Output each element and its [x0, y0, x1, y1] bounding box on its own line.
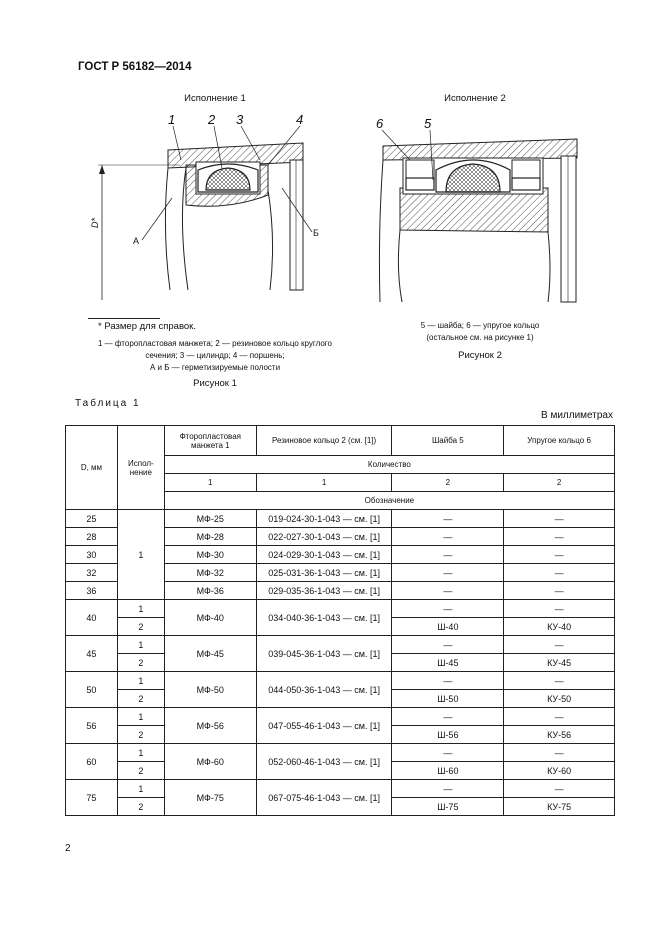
cell-cuff: МФ-36	[164, 582, 256, 600]
figure2-legend-line1: 5 — шайба; 6 — упругое кольцо	[420, 321, 540, 330]
cell-washer: Ш-50	[392, 690, 504, 708]
figure1-legend-line2: сечения; 3 — цилиндр; 4 — поршень;	[145, 351, 285, 360]
cell-cuff: МФ-30	[164, 546, 256, 564]
cell-ring: 067-075-46-1-043 — см. [1]	[256, 780, 392, 816]
cell-ring: 047-055-46-1-043 — см. [1]	[256, 708, 392, 744]
cell-d: 36	[66, 582, 118, 600]
cell-washer: —	[392, 528, 504, 546]
cell-washer: —	[392, 564, 504, 582]
cell-elastic: —	[504, 600, 615, 618]
cell-washer: —	[392, 546, 504, 564]
table-row	[66, 636, 615, 654]
cell-d: 75	[66, 780, 118, 816]
table-body	[66, 426, 615, 816]
cell-elastic: —	[504, 546, 615, 564]
cell-elastic: —	[504, 636, 615, 654]
cell-elastic: КУ-60	[504, 762, 615, 780]
cell-ring: 025-031-36-1-043 — см. [1]	[256, 564, 392, 582]
cell-d: 60	[66, 744, 118, 780]
cell-d: 56	[66, 708, 118, 744]
fig1-label-2: 2	[208, 112, 216, 127]
cell-variant: 1	[117, 744, 164, 762]
cell-washer: —	[392, 708, 504, 726]
figure2-caption: Рисунок 2	[458, 350, 502, 361]
cell-variant: 2	[117, 690, 164, 708]
cell-elastic: КУ-56	[504, 726, 615, 744]
figure1-title: Исполнение 1	[184, 93, 246, 104]
cell-washer: —	[392, 510, 504, 528]
cell-elastic: —	[504, 744, 615, 762]
cell-washer: —	[392, 744, 504, 762]
fig1-label-4: 4	[296, 112, 304, 127]
cell-variant: 1	[117, 600, 164, 618]
table-row	[66, 600, 615, 618]
cell-washer: Ш-45	[392, 654, 504, 672]
fig1-dimension-label: D*	[90, 217, 100, 228]
cell-elastic: —	[504, 780, 615, 798]
fig1-cavity-a: А	[133, 236, 140, 246]
cell-cuff: МФ-32	[164, 564, 256, 582]
header-designation: Обозначение	[164, 492, 614, 510]
header-d: D, мм	[66, 426, 118, 510]
header-quantity: Количество	[164, 456, 614, 474]
cell-washer: —	[392, 672, 504, 690]
technical-drawings	[0, 0, 661, 330]
cell-elastic: КУ-45	[504, 654, 615, 672]
cell-variant: 2	[117, 798, 164, 816]
figure2-legend	[395, 320, 565, 344]
footnote: * Размер для справок.	[98, 321, 196, 332]
cell-variant: 1	[117, 708, 164, 726]
header-elastic: Упругое кольцо 6	[504, 426, 615, 456]
page-number: 2	[65, 843, 71, 854]
cell-cuff: МФ-75	[164, 780, 256, 816]
fig1-label-1: 1	[168, 112, 176, 127]
cell-d: 40	[66, 600, 118, 636]
table-row	[66, 672, 615, 690]
cell-variant: 2	[117, 726, 164, 744]
fig2-label-5: 5	[424, 116, 432, 131]
table-row	[66, 780, 615, 798]
cell-cuff: МФ-25	[164, 510, 256, 528]
table-units: В миллиметрах	[541, 410, 613, 421]
cell-cuff: МФ-50	[164, 672, 256, 708]
fig1-cavity-b: Б	[313, 228, 319, 238]
cell-d: 50	[66, 672, 118, 708]
cell-washer: Ш-75	[392, 798, 504, 816]
header-cuff: Фторопластовая манжета 1	[164, 426, 256, 456]
cell-variant: 2	[117, 762, 164, 780]
cell-ring: 022-027-30-1-043 — см. [1]	[256, 528, 392, 546]
cell-elastic: —	[504, 564, 615, 582]
cell-washer: Ш-56	[392, 726, 504, 744]
cell-d: 32	[66, 564, 118, 582]
cell-ring: 052-060-46-1-043 — см. [1]	[256, 744, 392, 780]
cell-washer: —	[392, 600, 504, 618]
cell-elastic: КУ-50	[504, 690, 615, 708]
cell-elastic: —	[504, 708, 615, 726]
cell-d: 30	[66, 546, 118, 564]
cell-ring: 044-050-36-1-043 — см. [1]	[256, 672, 392, 708]
figure2-title: Исполнение 2	[444, 93, 506, 104]
table-row	[66, 708, 615, 726]
cell-washer: Ш-40	[392, 618, 504, 636]
cell-washer: Ш-60	[392, 762, 504, 780]
fig1-label-3: 3	[236, 112, 244, 127]
figure1-legend-line3: А и Б — герметизируемые полости	[149, 363, 281, 372]
cell-variant: 2	[117, 654, 164, 672]
figure2-drawing	[379, 130, 577, 302]
figure1-caption: Рисунок 1	[193, 378, 237, 389]
cell-variant: 1	[117, 636, 164, 654]
cell-elastic: —	[504, 510, 615, 528]
footnote-rule	[88, 318, 160, 319]
table-row	[66, 744, 615, 762]
cell-variant: 2	[117, 618, 164, 636]
cell-cuff: МФ-28	[164, 528, 256, 546]
table-row	[66, 510, 615, 528]
cell-cuff: МФ-45	[164, 636, 256, 672]
document-code: ГОСТ Р 56182—2014	[78, 61, 192, 73]
cell-elastic: КУ-40	[504, 618, 615, 636]
header-washer: Шайба 5	[392, 426, 504, 456]
header-variant: Испол-нение	[117, 426, 164, 510]
cell-elastic: —	[504, 582, 615, 600]
cell-variant: 1	[117, 780, 164, 798]
cell-elastic: —	[504, 672, 615, 690]
cell-d: 28	[66, 528, 118, 546]
figure1-legend-line1: 1 — фторопластовая манжета; 2 — резиновое кольцо круглого	[98, 339, 332, 348]
cell-washer: —	[392, 636, 504, 654]
cell-elastic: —	[504, 528, 615, 546]
qty-washer: 2	[392, 474, 504, 492]
cell-d: 25	[66, 510, 118, 528]
header-ring: Резиновое кольцо 2 (см. [1])	[256, 426, 392, 456]
cell-ring: 024-029-30-1-043 — см. [1]	[256, 546, 392, 564]
qty-ring: 1	[256, 474, 392, 492]
figure1-legend	[80, 338, 350, 374]
cell-ring: 019-024-30-1-043 — см. [1]	[256, 510, 392, 528]
cell-elastic: КУ-75	[504, 798, 615, 816]
cell-variant: 1	[117, 510, 164, 600]
data-table	[65, 425, 615, 816]
figure1-drawing	[98, 126, 312, 300]
cell-ring: 039-045-36-1-043 — см. [1]	[256, 636, 392, 672]
cell-washer: —	[392, 780, 504, 798]
qty-elastic: 2	[504, 474, 615, 492]
cell-cuff: МФ-60	[164, 744, 256, 780]
cell-d: 45	[66, 636, 118, 672]
cell-washer: —	[392, 582, 504, 600]
cell-cuff: МФ-40	[164, 600, 256, 636]
cell-ring: 029-035-36-1-043 — см. [1]	[256, 582, 392, 600]
table-title: Таблица 1	[75, 398, 141, 409]
cell-ring: 034-040-36-1-043 — см. [1]	[256, 600, 392, 636]
qty-cuff: 1	[164, 474, 256, 492]
fig2-label-6: 6	[376, 116, 384, 131]
header-row	[66, 426, 615, 456]
figure2-legend-line2: (остальное см. на рисунке 1)	[426, 333, 534, 342]
cell-variant: 1	[117, 672, 164, 690]
cell-cuff: МФ-56	[164, 708, 256, 744]
